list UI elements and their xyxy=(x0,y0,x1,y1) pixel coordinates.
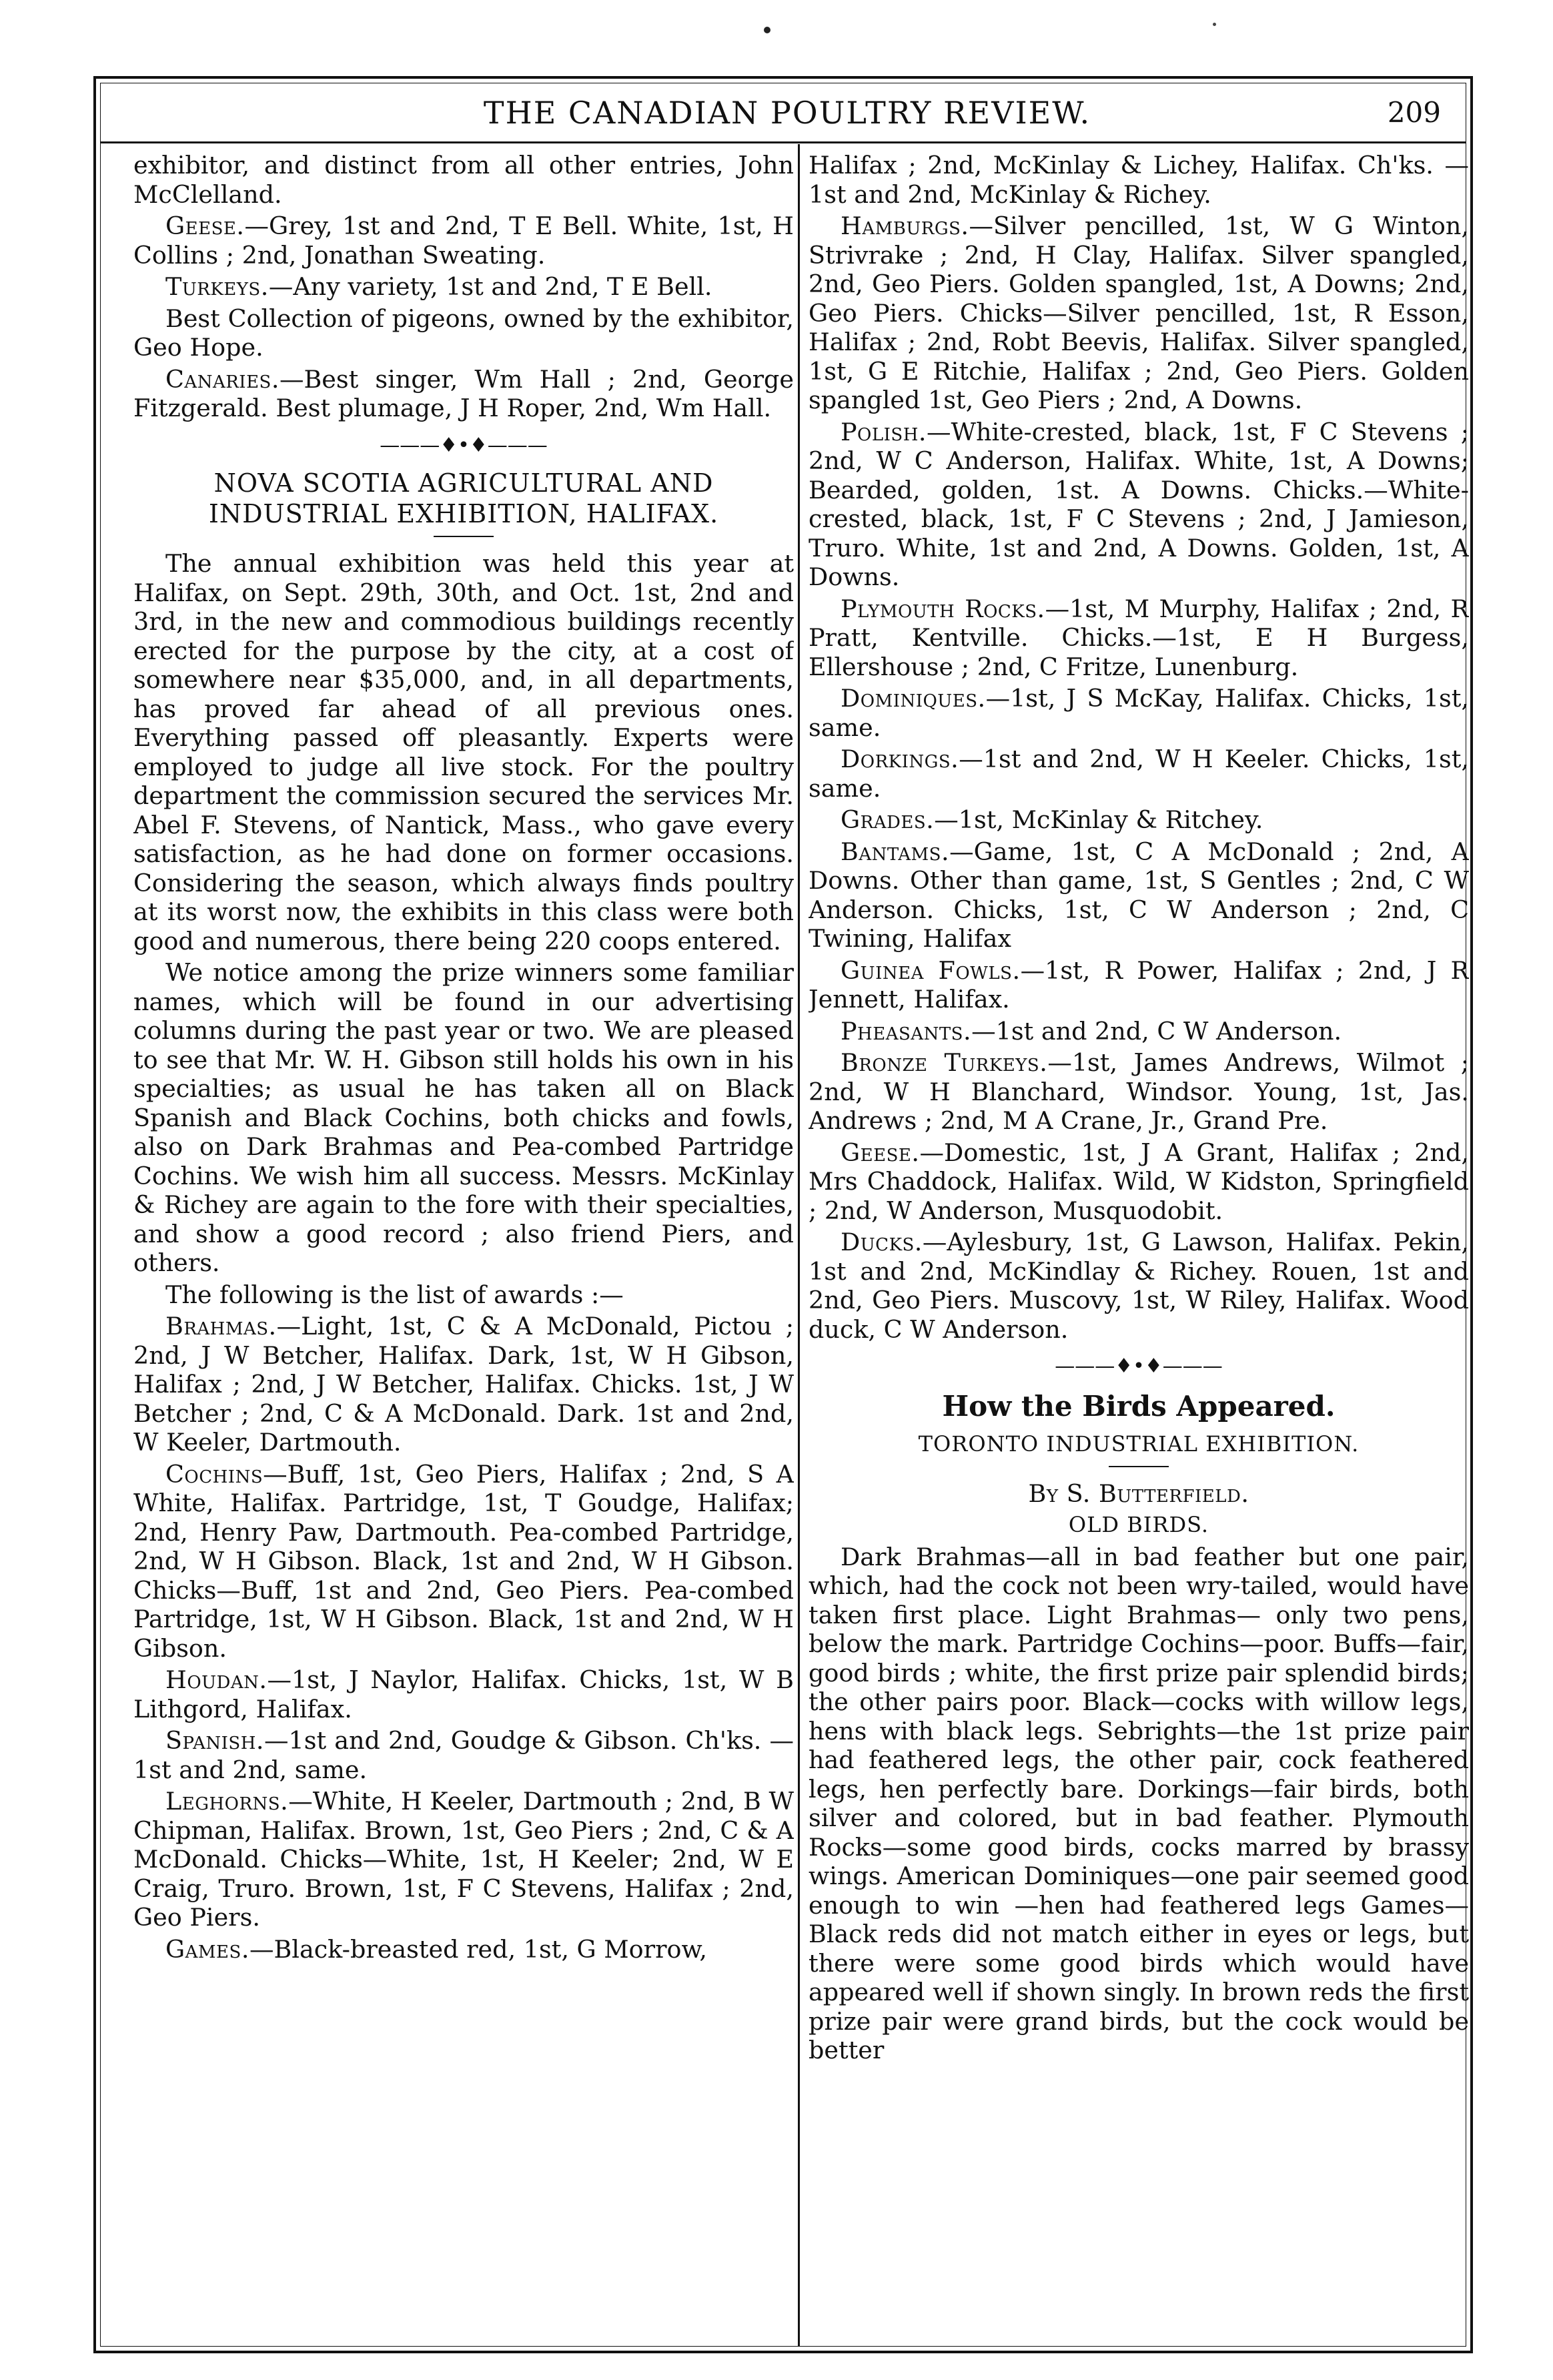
header-rule xyxy=(100,141,1466,143)
entry-paragraph: Turkeys.—Any variety, 1st and 2nd, T E Bell. xyxy=(165,272,712,301)
section-heading: NOVA SCOTIA AGRICULTURAL AND INDUSTRIAL EXHIBITION, HALIFAX. xyxy=(208,468,719,528)
award-entry: Bantams.—Game, 1st, C A McDonald ; 2nd, A Downs. Other than game, 1st, S Gentles ; 2nd, C W Anderson. Chicks, 1st, C W Anderson ; 2nd, C Twining, Halifax xyxy=(809,837,1469,953)
ink-speck xyxy=(764,27,770,33)
award-entry: Bronze Turkeys.—1st, James Andrews, Wilmot ; 2nd, W H Blanchard, Windsor. Young, 1st, Jas. Andrews ; 2nd, M A Crane, Jr., Grand Pre. xyxy=(809,1048,1469,1135)
body-paragraph: The following is the list of awards :— xyxy=(165,1280,624,1309)
running-title: THE CANADIAN POULTRY REVIEW. xyxy=(483,95,1091,131)
entry-paragraph: Canaries.—Best singer, Wm Hall ; 2nd, George Fitzgerald. Best plumage, J H Roper, 2nd, Wm Hall. xyxy=(133,364,794,422)
award-entry: Houdan.—1st, J Naylor, Halifax. Chicks, 1st, W B Lithgord, Halifax. xyxy=(133,1665,794,1723)
subhead: OLD BIRDS. xyxy=(1068,1512,1209,1537)
entry-paragraph: Geese.—Grey, 1st and 2nd, T E Bell. White, 1st, H Collins ; 2nd, Jonathan Sweating. xyxy=(133,212,794,270)
body-paragraph: We notice among the prize winners some familiar names, which will be found in our advertising columns during the past year or two. We are pleased to see that Mr. W. H. Gibson still holds his own in his specialties; as usual he has taken all on Black Spanish and Black Cochins, both chicks and fowls, also on Dark Brahmas and Pea-combed Partridge Cochins. We wish him all success. Messrs. McKinlay & Richey are again to the fore with their specialties, and show a good record ; also friend Piers, and others. xyxy=(133,958,794,1277)
award-entry: Spanish.—1st and 2nd, Goudge & Gibson. Ch'ks. —1st and 2nd, same. xyxy=(133,1726,794,1784)
award-entry: Polish.—White-crested, black, 1st, F C Stevens ; 2nd, W C Anderson, Halifax. White, 1st, A Downs; Bearded, golden, 1st. A Downs. Chicks.—White-crested, black, 1st, F C Stevens ; 2nd, J Jamieson, Truro. White, 1st and 2nd, A Downs. Golden, 1st, A Downs. xyxy=(809,417,1469,591)
award-entry: Cochins—Buff, 1st, Geo Piers, Halifax ; 2nd, S A White, Halifax. Partridge, 1st, T Goudge, Halifax; 2nd, Henry Paw, Dartmouth. Pea-combed Partridge, 2nd, W H Gibson. Black, 1st and 2nd, W H Gibson. Chicks—Buff, 1st and 2nd, Geo Piers. Pea-combed Partridge, 1st, W H Gibson. Black, 1st and 2nd, W H Gibson. xyxy=(133,1459,794,1663)
short-rule xyxy=(434,536,494,537)
ornamental-separator: ———♦•♦——— xyxy=(1055,1354,1223,1378)
body-paragraph: The annual exhibition was held this year at Halifax, on Sept. 29th, 30th, and Oct. 1st, 2nd and 3rd, in the new and commodious buildings recently erected for the purpose by the city, at a cost of somewhere near $35,000, and, in all departments, has proved far ahead of all previous ones. Everything passed off pleasantly. Experts were employed to judge all live stock. For the poultry department the commission secured the services Mr. Abel F. Stevens, of Nantick, Mass., who gave every satisfaction, as he had done on former occasions. Considering the season, which always finds poultry at its worst now, the exhibits in this class were both good and numerous, there being 220 coops entered. xyxy=(133,549,794,955)
award-entry: Plymouth Rocks.—1st, M Murphy, Halifax ; 2nd, R Pratt, Kentville. Chicks.—1st, E H Burgess, Ellershouse ; 2nd, C Fritze, Lunenburg. xyxy=(809,594,1469,681)
award-entry: Dominiques.—1st, J S McKay, Halifax. Chicks, 1st, same. xyxy=(809,684,1469,742)
left-column xyxy=(133,151,794,2346)
page-number: 209 xyxy=(1387,96,1441,129)
entry-paragraph: exhibitor, and distinct from all other entries, John McClelland. xyxy=(133,151,794,209)
article-body: Dark Brahmas—all in bad feather but one pair, which, had the cock not been wry-tailed, would have taken first place. Light Brahmas— only two pens, below the mark. Partridge Cochins—poor. Buffs—fair, good birds ; white, the first prize pair splendid birds; the other pairs poor. Black—cocks with willow legs, hens with black legs. Sebrights—the 1st prize pair had feathered legs, the other pair, cock feathered legs, hen perfectly bare. Dorkings—fair birds, both silver and colored, but in bad feather. Plymouth Rocks—some good birds, cocks marred by brassy wings. American Dominiques—one pair seemed good enough to win —hen had feathered legs Games—Black reds did not match either in eyes or legs, but there were some good birds which would have appeared well if shown singly. In brown reds the first prize pair were grand birds, but the cock would be better xyxy=(809,1542,1469,2064)
award-entry: Leghorns.—White, H Keeler, Dartmouth ; 2nd, B W Chipman, Halifax. Brown, 1st, Geo Piers ; 2nd, C & A McDonald. Chicks—White, 1st, H Keeler; 2nd, W E Craig, Truro. Brown, 1st, F C Stevens, Halifax ; 2nd, Geo Piers. xyxy=(133,1787,794,1932)
entry-paragraph: Best Collection of pigeons, owned by the exhibitor, Geo Hope. xyxy=(133,304,794,362)
article-title: How the Birds Appeared. xyxy=(942,1389,1336,1423)
award-entry: Geese.—Domestic, 1st, J A Grant, Halifax ; 2nd, Mrs Chaddock, Halifax. Wild, W Kidston, Springfield ; 2nd, W Anderson, Musquodobit. xyxy=(809,1138,1469,1225)
award-entry: Guinea Fowls.—1st, R Power, Halifax ; 2nd, J R Jennett, Halifax. xyxy=(809,955,1469,1014)
short-rule xyxy=(1109,1466,1169,1467)
award-entry: Halifax ; 2nd, McKinlay & Lichey, Halifax. Ch'ks. —1st and 2nd, McKinlay & Richey. xyxy=(809,151,1469,209)
award-entry: Pheasants.—1st and 2nd, C W Anderson. xyxy=(841,1016,1342,1046)
award-entry: Dorkings.—1st and 2nd, W H Keeler. Chicks, 1st, same. xyxy=(809,745,1469,803)
page-header xyxy=(107,85,1468,149)
award-entry: Ducks.—Aylesbury, 1st, G Lawson, Halifax. Pekin, 1st and 2nd, McKindlay & Richey. Rouen, 1st and 2nd, Geo Piers. Muscovy, 1st, W Riley, Halifax. Wood duck, C W Anderson. xyxy=(809,1228,1469,1344)
award-entry: Games.—Black-breasted red, 1st, G Morrow, xyxy=(165,1934,708,1964)
award-entry: Brahmas.—Light, 1st, C & A McDonald, Pictou ; 2nd, J W Betcher, Halifax. Dark, 1st, W H Gibson, Halifax ; 2nd, J W Betcher, Halifax. Chicks. 1st, J W Betcher ; 2nd, C & A McDonald. Dark. 1st and 2nd, W Keeler, Dartmouth. xyxy=(133,1312,794,1457)
byline: By S. Butterfield. xyxy=(1028,1479,1249,1508)
ornamental-separator: ———♦•♦——— xyxy=(380,433,548,457)
award-entry: Grades.—1st, McKinlay & Ritchey. xyxy=(841,805,1263,834)
article-subtitle: TORONTO INDUSTRIAL EXHIBITION. xyxy=(918,1431,1360,1457)
award-entry: Hamburgs.—Silver pencilled, 1st, W G Winton, Strivrake ; 2nd, H Clay, Halifax. Silver spangled, 2nd, Geo Piers. Golden spangled, 1st, A Downs; 2nd, Geo Piers. Chicks—Silver pencilled, 1st, R Esson, Halifax ; 2nd, Robt Beevis, Halifax. Silver spangled, 1st, G E Ritchie, Halifax ; 2nd, Geo Piers. Golden spangled 1st, Geo Piers ; 2nd, A Downs. xyxy=(809,212,1469,414)
ink-speck xyxy=(1213,23,1216,26)
right-column xyxy=(809,151,1469,2346)
column-divider xyxy=(798,144,800,2346)
